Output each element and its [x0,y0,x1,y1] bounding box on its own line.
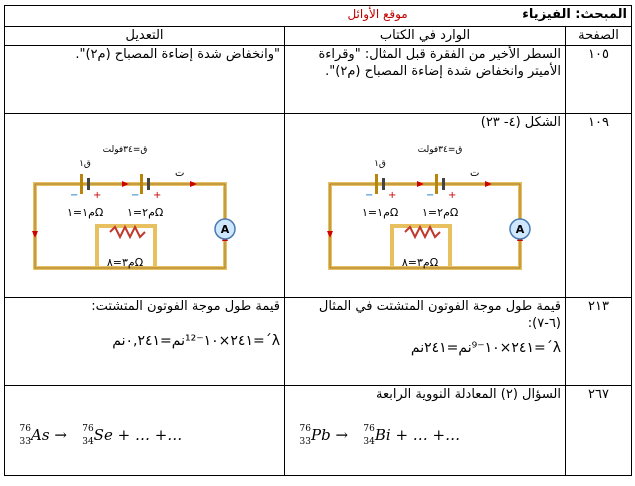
page-number: ١٠٥ [566,46,632,114]
site-name: موقع الأوائل [347,7,408,21]
ammeter-icon: A [515,223,525,236]
isotope-numbers: 76 33 [19,424,31,447]
current-label: ت [470,168,480,179]
book-equation-cell [285,386,566,476]
correction-figure-cell [5,114,285,298]
col-book-header: الوارد في الكتاب [285,27,566,46]
page-number: ٢٦٧ [566,386,632,476]
isotope-numbers: 76 34 [82,424,94,447]
table-row [5,46,632,114]
correction-text [5,298,285,386]
svg-text:+: + [448,190,457,201]
header-cell [5,6,632,27]
svg-text:−: − [131,190,140,201]
col-correction-header: التعديل [5,27,285,46]
table-row [5,298,632,386]
svg-text:−: − [426,190,435,201]
ammeter-icon: A [220,223,230,236]
element-symbol: Bi [374,426,391,444]
book-formula: λ´=٢٤١×١٠⁻⁹نم=٢٤١نم [410,340,561,356]
subject-title: المبحث: الفيزياء [522,7,627,22]
book-text [285,298,566,386]
resistance-1: م١=١Ω [67,206,104,219]
correction-nuclear-equation [9,421,280,451]
isotope-numbers: 76 34 [363,424,375,447]
resistance-3: م٣=٨Ω [106,256,144,269]
svg-text:−: − [365,190,374,201]
resistance-2: م٢=١Ω [422,206,459,219]
correction-formula: λ´=٢٤١×١٠⁻¹²نم=٠,٢٤١نم [112,333,280,349]
element-symbol: Se [93,426,113,444]
resistance-3: م٣=٨Ω [401,256,439,269]
svg-text:+: + [93,190,102,201]
arrow: → [54,426,67,444]
correction-equation-cell [5,386,285,476]
resistance-2: م٢=١Ω [127,206,164,219]
voltage-label: ق=٣٤فولت [102,145,148,155]
svg-text:+: + [388,190,397,201]
header-row [5,6,632,27]
battery-label-1: ق١ [79,159,91,169]
element-symbol: As [31,426,50,444]
voltage-label: ق=٣٤فولت [417,145,463,155]
element-symbol: Pb [311,426,331,444]
correction-text: "وانخفاض شدة إضاءة المصباح (م٢)". [5,46,285,114]
page-number: ٢١٣ [566,298,632,386]
circuit-diagram-book [320,136,560,286]
page-number: ١٠٩ [566,114,632,298]
book-statement: قيمة طول موجة الفوتون المتشتت في المثال (٦-٧): [318,299,561,331]
book-text: السطر الأخير من الفقرة قبل المثال: "وقراءة الأميتر وانخفاض شدة إضاءة المصباح (م٢)". [285,46,566,114]
figure-caption: الشكل (٤- ٢٣) [480,115,561,130]
column-header-row [5,27,632,46]
svg-text:+: + [153,190,162,201]
battery-label-1: ق١ [374,159,386,169]
svg-text:−: − [70,190,79,201]
table-row [5,114,632,298]
resistance-1: م١=١Ω [362,206,399,219]
book-figure-cell [285,114,566,298]
correction-statement: قيمة طول موجة الفوتون المتشتت: [91,299,280,314]
circuit-diagram-correction [25,136,265,286]
equation-tail: + … +… [395,426,461,444]
arrow: → [335,426,349,444]
book-statement: السؤال (٢) المعادلة النووية الرابعة [376,387,561,402]
isotope-numbers: 76 33 [299,424,311,447]
table-row [5,386,632,476]
col-page-header: الصفحة [566,27,632,46]
current-label: ت [175,168,185,179]
book-nuclear-equation [289,421,561,451]
equation-tail: + … +… [117,426,183,444]
errata-table [4,5,632,476]
